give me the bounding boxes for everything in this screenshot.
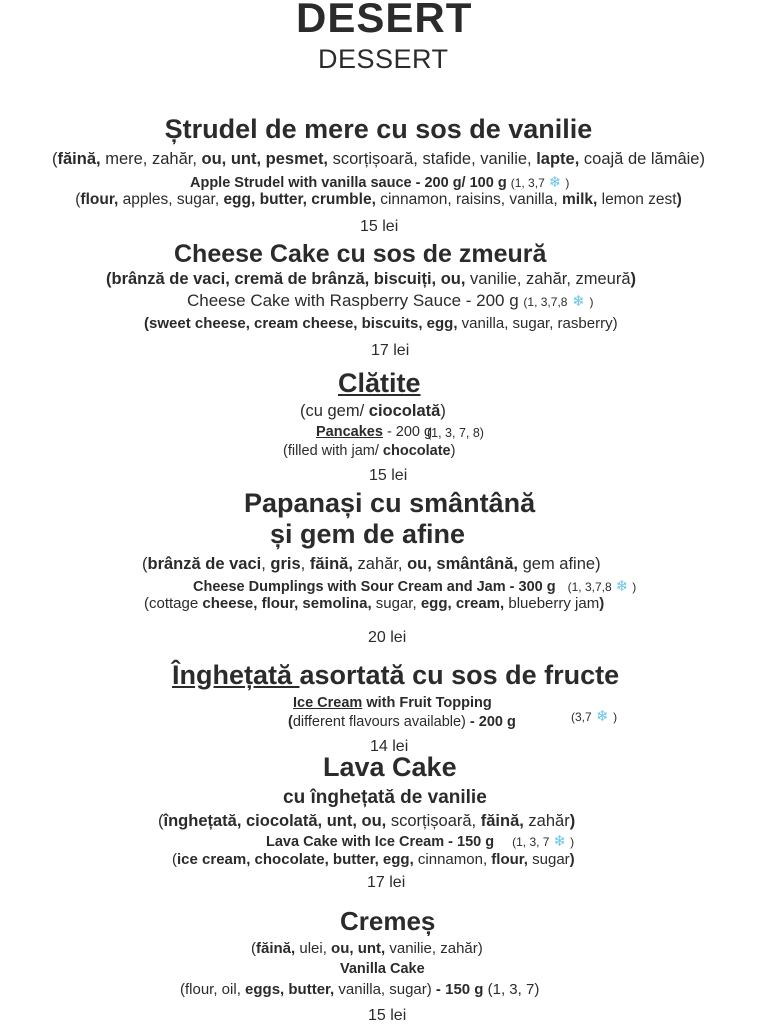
item-ingredients-en-clatite: (filled with jam/ chocolate) [283,443,456,459]
item-name-en-inghetata: Ice Cream with Fruit Topping [293,695,492,711]
item-title-lava: Lava Cake [323,752,457,782]
item-title-cremes: Cremeș [340,906,436,936]
allergens-lava: (1, 3, 7 [512,835,550,849]
item-name-en-cheesecake: Cheese Cake with Raspberry Sauce - 200 g (1, 3,7,8 ❄ ) [187,291,594,310]
item-ingredients-ro-strudel: (făină, mere, zahăr, ou, unt, pesmet, scorțișoară, stafide, vanilie, lapte, coajă de lămâie) [52,150,705,168]
item-ingredients-en-cremes: (flour, oil, eggs, butter, vanilla, sugar) - 150 g (1, 3, 7) [180,981,540,998]
item-ingredients-ro-clatite: (cu gem/ ciocolată) [300,402,446,420]
item-price-inghetata: 14 lei [370,738,409,755]
item-title-strudel: Ștrudel de mere cu sos de vanilie [164,114,593,144]
item-ingredients-en-cheesecake: (sweet cheese, cream cheese, biscuits, egg, vanilla, sugar, rasberry) [144,315,618,332]
frozen-icon: ❄ [572,293,585,310]
item-ingredients-ro-papanasi: (brânză de vaci, gris, făină, zahăr, ou, smântână, gem afine) [142,555,601,573]
frozen-icon: ❄ [553,833,567,850]
item-title-cheesecake: Cheese Cake cu sos de zmeură [174,240,547,268]
item-subtitle-lava: cu înghețată de vanilie [283,787,487,808]
menu-title: DESERT [296,0,473,41]
item-price-clatite: 15 lei [369,467,408,484]
item-name-en-papanasi: Cheese Dumplings with Sour Cream and Jam - 300 g (1, 3,7,8 ❄ ) [193,578,637,595]
item-price-strudel: 15 lei [360,218,399,235]
item-price-lava: 17 lei [367,874,406,891]
allergens-inghetata: (3,7 ❄ ) [571,708,618,725]
allergens-cremes: (1, 3, 7) [483,981,540,998]
menu-subtitle: DESSERT [318,44,449,74]
item-title-papanasi-line1: Papanași cu smântână [244,488,536,518]
item-name-en-strudel: Apple Strudel with vanilla sauce - 200 g/ 100 g (1, 3,7 ❄ ) [190,174,570,191]
item-ingredients-en-inghetata: (different flavours available) - 200 g [288,714,516,730]
frozen-icon: ❄ [596,708,609,725]
frozen-icon: ❄ [615,578,629,595]
item-price-cheesecake: 17 lei [371,342,410,359]
item-ingredients-ro-cheesecake: (brânză de vaci, cremă de brânză, biscuiți, ou, vanilie, zahăr, zmeură) [106,270,637,288]
allergens-clatite: (1, 3, 7, 8) [427,426,484,440]
item-name-en-lava: Lava Cake with Ice Cream - 150 g (1, 3, 7 ❄ ) [266,833,575,850]
item-ingredients-ro-cremes: (făină, ulei, ou, unt, vanilie, zahăr) [251,940,483,957]
allergens-cheesecake: (1, 3,7,8 [523,295,568,309]
item-name-en-cremes: Vanilla Cake [340,961,425,977]
item-name-en-clatite: Pancakes - 200 g [316,424,433,440]
item-ingredients-ro-lava: (înghețată, ciocolată, unt, ou, scorțișoară, făină, zahăr) [158,812,576,830]
allergens-strudel: (1, 3,7 [510,176,545,190]
item-ingredients-en-strudel: (flour, apples, sugar, egg, butter, crumble, cinnamon, raisins, vanilla, milk, lemon zest) [75,191,682,208]
item-title-clatite: Clătite [338,368,421,398]
allergens-papanasi: (1, 3,7,8 [567,580,612,594]
frozen-icon: ❄ [548,174,562,191]
item-ingredients-en-lava: (ice cream, chocolate, butter, egg, cinnamon, flour, sugar) [172,851,575,868]
item-price-papanasi: 20 lei [368,629,407,646]
item-title-papanasi-line2: și gem de afine [270,519,466,549]
item-title-inghetata: Înghețată asortată cu sos de fructe [172,660,620,690]
item-ingredients-en-papanasi: (cottage cheese, flour, semolina, sugar, egg, cream, blueberry jam) [144,595,605,612]
item-price-cremes: 15 lei [368,1007,407,1024]
